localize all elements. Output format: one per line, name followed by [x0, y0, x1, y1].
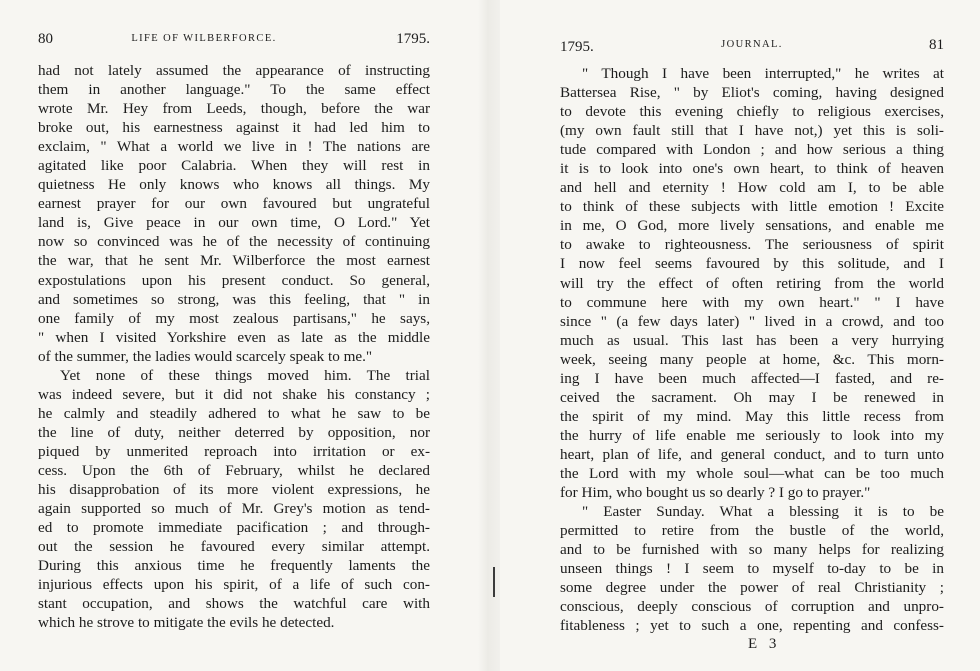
text-line: he calmly and steadily adhered to what he saw to be	[38, 404, 430, 422]
text-line: since " (a few days later) " lived in a crowd, and too	[560, 312, 944, 330]
text-line: ed to promote immediate pacification ; and through-	[38, 519, 430, 537]
text-line: the Lord with my whole soul—what can be too much	[560, 464, 944, 482]
right-page-number: 81	[929, 37, 944, 53]
text-line: fitableness ; yet to such a one, repenting and confess-	[560, 617, 944, 635]
right-body-text	[560, 64, 944, 635]
text-line: again supported so much of Mr. Grey's motion as tend-	[38, 500, 430, 518]
text-line: piqued by unmerited reproach into irritation or ex-	[38, 442, 430, 460]
text-line: to think of these subjects with little emotion ! Excite	[560, 198, 944, 216]
text-line: During this anxious time he frequently laments the	[38, 557, 430, 575]
text-line: the line of duty, neither deterred by opposition, nor	[38, 423, 430, 441]
text-line: it is to look into one's own heart, to think of heaven	[560, 160, 944, 178]
text-line: " Easter Sunday. What a blessing it is to be	[582, 503, 944, 521]
text-line: agitated like poor Calabria. When they will rest in	[38, 157, 430, 175]
text-line: stant occupation, and shows the watchful care with	[38, 595, 430, 613]
text-line: " when I visited Yorkshire even as late as the middle	[38, 328, 430, 346]
text-line: Battersea Rise, " by Eliot's coming, having designed	[560, 84, 944, 102]
text-line: earnest prayer for our own favoured but ungrateful	[38, 195, 430, 213]
text-line: heart, plan of life, and general conduct, and to turn unto	[560, 445, 944, 463]
left-page-number: 80	[38, 31, 53, 47]
text-line: (my own fault still that I have not,) yet this is soli-	[560, 122, 944, 140]
text-line: exclaim, " What a world we live in ! The nations are	[38, 138, 430, 156]
text-line: week, seeing many people at home, &c. This morn-	[560, 350, 944, 368]
text-line: had not lately assumed the appearance of instructing	[38, 62, 430, 79]
text-line: one family of my most zealous partisans," he says,	[38, 309, 430, 327]
text-line: to devote this evening chiefly to religious exercises,	[560, 103, 944, 121]
text-line: ceived the sacrament. Oh may I be renewed in	[560, 388, 944, 406]
text-line: and sometimes so strong, was this feeling, that " in	[38, 290, 430, 308]
text-line: of the summer, the ladies would scarcely speak to me."	[38, 347, 373, 365]
left-body-text	[38, 61, 430, 632]
left-page-year: 1795.	[396, 31, 430, 47]
text-line: " Though I have been interrupted," he writes at	[582, 65, 944, 82]
text-line: quietness He only knows who knows all things. My	[38, 176, 430, 194]
right-running-title: JOURNAL.	[721, 39, 783, 50]
text-line: them in another language." To the same effect	[38, 81, 430, 99]
text-line: to commune here with my own heart." " I have	[560, 293, 944, 311]
text-line: broke out, his earnestness against it had led him to	[38, 119, 430, 137]
text-line: permitted to retire from the bustle of the world,	[560, 522, 944, 540]
left-running-title: LIFE OF WILBERFORCE.	[131, 33, 277, 44]
text-line: to awake to righteousness. The seriousness of spirit	[560, 236, 944, 254]
text-line: some degree under the power of real Christianity ;	[560, 579, 944, 597]
text-line: and to be furnished with so many helps for realizing	[560, 541, 944, 559]
text-line: Yet none of these things moved him. The trial	[60, 366, 430, 384]
text-line: unseen things ! I seem to myself to-day to be in	[560, 560, 944, 578]
text-line: injurious effects upon his spirit, of a life of such con-	[38, 576, 430, 594]
text-line: and hell and eternity ! How cold am I, to be able	[560, 179, 944, 197]
text-line: out the session he favoured every similar attempt.	[38, 538, 430, 556]
signature-mark: E 3	[748, 636, 781, 652]
left-running-head	[38, 28, 430, 50]
text-line: conscious, deeply conscious of corruption and unpro-	[560, 598, 944, 616]
text-line: was indeed severe, but it did not shake his constancy ;	[38, 385, 430, 403]
text-line: tude compared with London ; and how serious a thing	[560, 141, 944, 159]
right-running-head	[560, 34, 944, 56]
text-line: will try the effect of often retiring from the world	[560, 274, 944, 292]
text-line: the war, that he sent Mr. Wilberforce the most earnest	[38, 252, 430, 270]
text-line: expostulations upon his present conduct. So general,	[38, 271, 430, 289]
text-line: cess. Upon the 6th of February, whilst he declared	[38, 461, 430, 479]
text-line: which he strove to mitigate the evils he detected.	[38, 614, 335, 632]
text-line: now so convinced was he of the necessity of continuing	[38, 233, 430, 251]
text-line: I now feel seems favoured by this solitude, and I	[560, 255, 944, 273]
text-line: for Him, who bought us so dearly ? I go to prayer."	[560, 484, 871, 502]
text-line: his disapprobation of its more violent expressions, he	[38, 481, 430, 499]
text-line: the hurry of life enable me seriously to look into my	[560, 426, 944, 444]
right-page-year: 1795.	[560, 39, 594, 55]
text-line: land is, Give peace in our own time, O Lord." Yet	[38, 214, 430, 232]
left-page	[0, 0, 478, 671]
text-line: in me, O God, more lively sensations, and enable me	[560, 217, 944, 235]
text-line: the spirit of my mind. May this little recess from	[560, 407, 944, 425]
right-page	[490, 0, 980, 671]
text-line: much as usual. This last has been a very hurrying	[560, 331, 944, 349]
text-line: wrote Mr. Hey from Leeds, though, before the war	[38, 100, 430, 118]
text-line: ing I have been much affected—I fasted, and re-	[560, 369, 944, 387]
